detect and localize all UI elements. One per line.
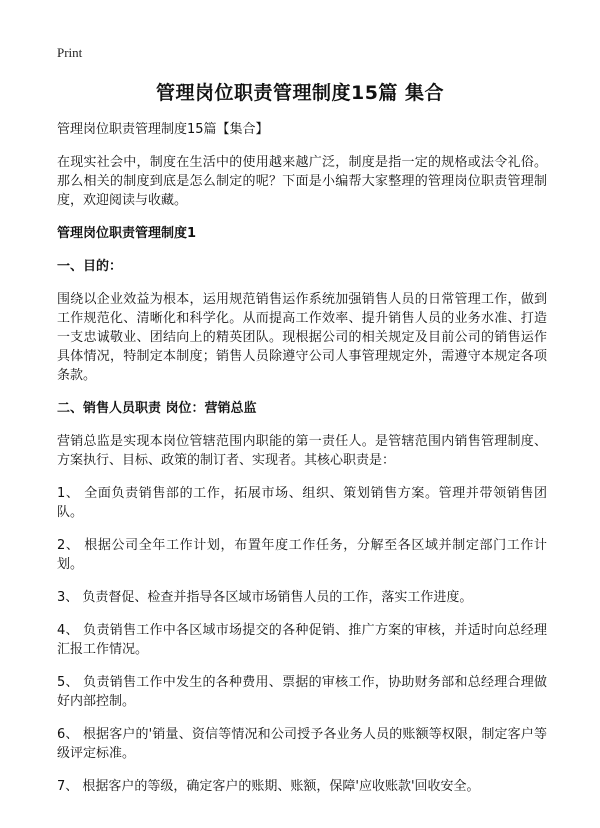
duty-item-7: 7、 根据客户的等级，确定客户的账期、账额，保障'应收账款'回收安全。 [57, 779, 480, 794]
purpose-paragraph: 围绕以企业效益为根本，运用规范销售运作系统加强销售人员的日常管理工作，做到工作规范化、清晰化和科学化。从而提高工作效率、提升销售人员的业务水准、打造一支忠诚敬业、团结向上的精英团队。现根据公司的相关规定及目前公司的销售运作具体情况，特制定本制度；销售人员除遵守公司人事管理规定外，需遵守本规定各项条款。 [57, 292, 547, 383]
print-link[interactable]: Print [57, 45, 83, 60]
document-body [57, 120, 547, 810]
document-subtitle: 管理岗位职责管理制度15篇【集合】 [57, 122, 269, 137]
intro-paragraph: 在现实社会中，制度在生活中的使用越来越广泛，制度是指一定的规格或法令礼俗。那么相关的制度到底是怎么制定的呢？下面是小编帮大家整理的管理岗位职责管理制度，欢迎阅读与收藏。 [57, 155, 547, 208]
duty-item-4: 4、 负责销售工作中各区域市场提交的各种促销、推广方案的审核，并适时向总经理汇报工作情况。 [57, 623, 547, 657]
duty-item-1: 1、 全面负责销售部的工作，拓展市场、组织、策划销售方案。管理并带领销售团队。 [57, 486, 547, 520]
duties-list [57, 484, 547, 796]
purpose-heading: 一、目的： [57, 259, 123, 274]
duty-item-6: 6、 根据客户的'销量、资信等情况和公司授予各业务人员的账额等权限，制定客户等级评定标准。 [57, 727, 547, 761]
duties-heading: 二、销售人员职责 岗位：营销总监 [57, 401, 257, 416]
page-title: 管理岗位职责管理制度15篇 集合 [155, 82, 445, 104]
section-title: 管理岗位职责管理制度1 [57, 226, 197, 241]
duty-item-5: 5、 负责销售工作中发生的各种费用、票据的审核工作，协助财务部和总经理合理做好内部控制。 [57, 675, 547, 709]
duties-intro-paragraph: 营销总监是实现本岗位管辖范围内职能的第一责任人。是管辖范围内销售管理制度、方案执行、目标、政策的制订者、实现者。其核心职责是： [57, 434, 547, 468]
duty-item-3: 3、 负责督促、检查并指导各区域市场销售人员的工作，落实工作进度。 [57, 590, 473, 605]
duty-item-2: 2、 根据公司全年工作计划，布置年度工作任务，分解至各区域并制定部门工作计划。 [57, 538, 547, 572]
